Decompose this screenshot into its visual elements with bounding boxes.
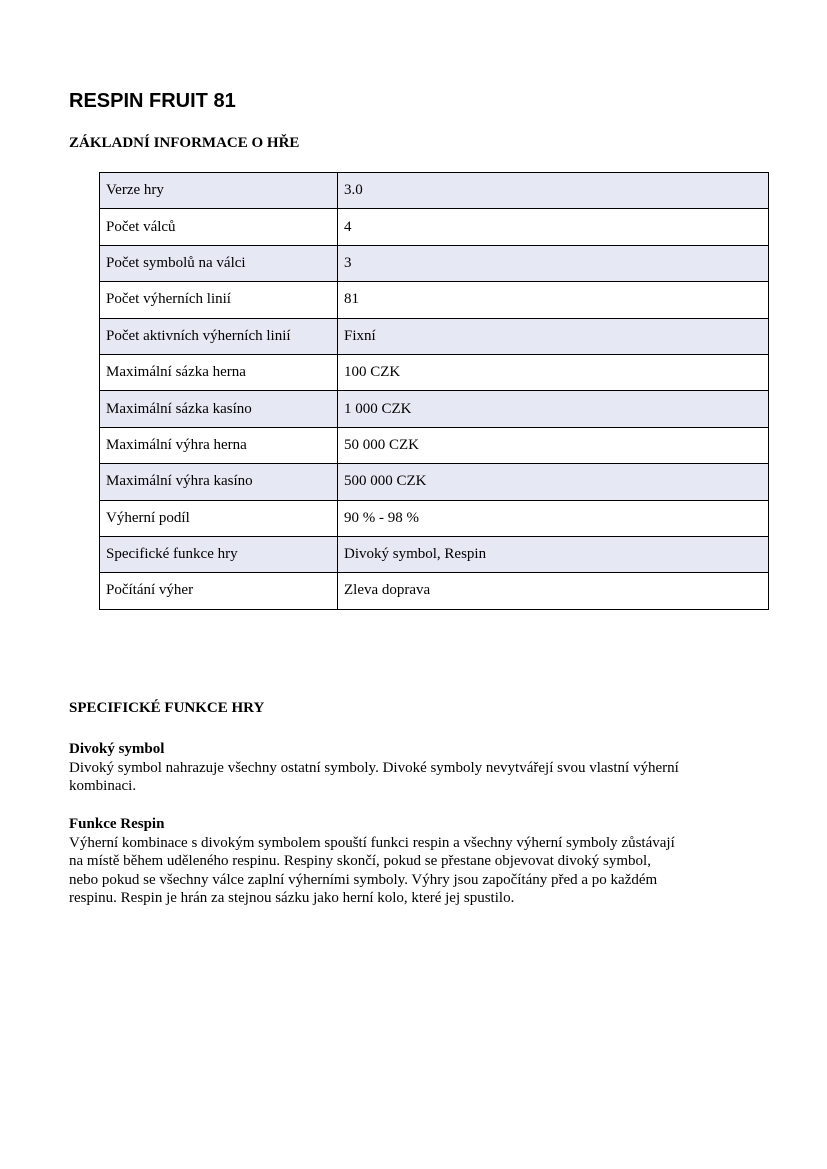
info-heading: ZÁKLADNÍ INFORMACE O HŘE [69, 135, 300, 151]
feature-text-line: kombinaci. [69, 778, 137, 794]
row-label: Počet aktivních výherních linií [100, 318, 338, 354]
row-label: Maximální sázka kasíno [100, 391, 338, 427]
row-value: 100 CZK [338, 354, 769, 390]
row-value: 1 000 CZK [338, 391, 769, 427]
document-title: RESPIN FRUIT 81 [69, 90, 236, 112]
feature-title: Divoký symbol [69, 741, 165, 757]
row-value: 3.0 [338, 173, 769, 209]
table-row [100, 427, 769, 463]
table-row [100, 209, 769, 245]
feature-respin [69, 815, 769, 908]
table-row [100, 282, 769, 318]
row-value: 4 [338, 209, 769, 245]
row-label: Počet symbolů na válci [100, 245, 338, 281]
row-label: Verze hry [100, 173, 338, 209]
feature-wild-symbol [69, 740, 769, 796]
feature-text-line: Výherní kombinace s divokým symbolem spouští funkci respin a všechny výherní symboly zůstávají [69, 834, 675, 851]
table-row [100, 245, 769, 281]
row-label: Počet válců [100, 209, 338, 245]
row-label: Počet výherních linií [100, 282, 338, 318]
feature-text-line: Divoký symbol nahrazuje všechny ostatní symboly. Divoké symboly nevytvářejí svou vlastní výherní [69, 759, 679, 776]
feature-text-line: nebo pokud se všechny válce zaplní výherními symboly. Výhry jsou započítány před a po každém [69, 871, 658, 888]
table-row [100, 464, 769, 500]
table-row [100, 391, 769, 427]
table-row [100, 536, 769, 572]
feature-title: Funkce Respin [69, 816, 165, 832]
row-value: 90 % - 98 % [338, 500, 769, 536]
table-row [100, 354, 769, 390]
row-label: Specifické funkce hry [100, 536, 338, 572]
row-label: Maximální výhra kasíno [100, 464, 338, 500]
game-info-table [99, 172, 769, 610]
row-value: Divoký symbol, Respin [338, 536, 769, 572]
row-value: Fixní [338, 318, 769, 354]
feature-text-line: respinu. Respin je hrán za stejnou sázku jako herní kolo, které jej spustilo. [69, 890, 515, 906]
row-value: Zleva doprava [338, 573, 769, 609]
row-label: Maximální výhra herna [100, 427, 338, 463]
table-row [100, 500, 769, 536]
row-label: Počítání výher [100, 573, 338, 609]
row-label: Maximální sázka herna [100, 354, 338, 390]
feature-text-line: na místě během uděleného respinu. Respiny skončí, pokud se přestane objevovat divoký symbol, [69, 853, 651, 869]
row-label: Výherní podíl [100, 500, 338, 536]
row-value: 50 000 CZK [338, 427, 769, 463]
features-heading: SPECIFICKÉ FUNKCE HRY [69, 700, 265, 716]
table-row [100, 173, 769, 209]
row-value: 500 000 CZK [338, 464, 769, 500]
row-value: 3 [338, 245, 769, 281]
table-row [100, 573, 769, 609]
row-value: 81 [338, 282, 769, 318]
table-row [100, 318, 769, 354]
